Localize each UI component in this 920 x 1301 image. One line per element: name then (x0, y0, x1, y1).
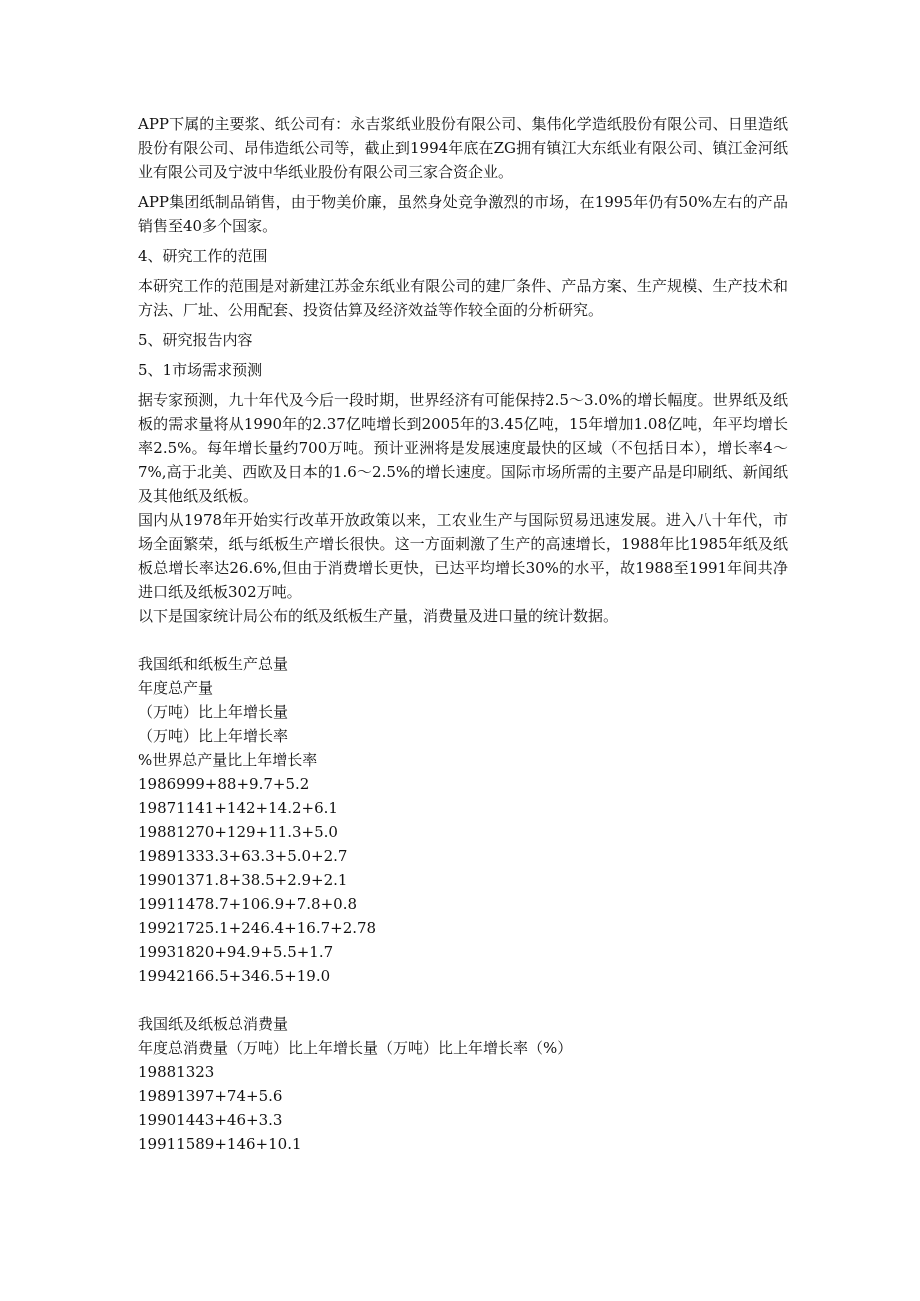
consumption-header-line: 年度总消费量（万吨）比上年增长量（万吨）比上年增长率（%） (138, 1039, 573, 1057)
production-row: 1986999+88+9.7+5.2 (138, 775, 310, 793)
production-header-line: （万吨）比上年增长量 (138, 703, 289, 721)
production-table (138, 652, 788, 988)
spacer (138, 988, 788, 1012)
section-4-body: 本研究工作的范围是对新建江苏金东纸业有限公司的建厂条件、产品方案、生产规模、生产技术和方法、厂址、公用配套、投资估算及经济效益等作较全面的分析研究。 (138, 277, 788, 319)
domestic-market-paragraph: 国内从1978年开始实行改革开放政策以来，工农业生产与国际贸易迅速发展。进入八十年代，市场全面繁荣，纸与纸板生产增长很快。这一方面刺激了生产的高速增长，1988年比1985年纸及纸板总增长率达26.6%,但由于消费增长更快，已达平均增长30%的水平，故1988至1991年间共净进口纸及纸板302万吨。 (138, 511, 788, 601)
production-header-line: （万吨）比上年增长率 (138, 727, 289, 745)
consumption-row: 19891397+74+5.6 (138, 1087, 283, 1105)
consumption-row: 19911589+146+10.1 (138, 1135, 302, 1153)
paragraph-app-sales: APP集团纸制品销售，由于物美价廉，虽然身处竞争激烈的市场，在1995年仍有50%左右的产品销售至40多个国家。 (138, 193, 788, 235)
production-row: 19931820+94.9+5.5+1.7 (138, 943, 334, 961)
market-forecast-paragraph: 据专家预测，九十年代及今后一段时期，世界经济有可能保持2.5～3.0%的增长幅度。世界纸及纸板的需求量将从1990年的2.37亿吨增长到2005年的3.45亿吨，15年增加1.08亿吨，年平均增长率2.5%。每年增长量约700万吨。预计亚洲将是发展速度最快的区域（不包括日本），增长率4～7%,高于北美、西欧及日本的1.6～2.5%的增长速度。国际市场所需的主要产品是印刷纸、新闻纸及其他纸及纸板。 (138, 391, 788, 505)
production-row: 19942166.5+346.5+19.0 (138, 967, 331, 985)
section-5-heading: 5、研究报告内容 (138, 331, 253, 349)
section-4-heading: 4、研究工作的范围 (138, 247, 268, 265)
consumption-table (138, 1012, 788, 1156)
section-5-1-heading: 5、1市场需求预测 (138, 361, 263, 379)
production-row: 19871141+142+14.2+6.1 (138, 799, 338, 817)
production-header-line: %世界总产量比上年增长率 (138, 751, 318, 769)
production-row: 19911478.7+106.9+7.8+0.8 (138, 895, 358, 913)
production-row: 19891333.3+63.3+5.0+2.7 (138, 847, 348, 865)
production-row: 19881270+129+11.3+5.0 (138, 823, 338, 841)
production-row: 19901371.8+38.5+2.9+2.1 (138, 871, 348, 889)
production-header-line: 年度总产量 (138, 679, 214, 697)
consumption-row: 19901443+46+3.3 (138, 1111, 283, 1129)
spacer (138, 628, 788, 652)
document-page (138, 112, 788, 1156)
statistics-intro-paragraph: 以下是国家统计局公布的纸及纸板生产量，消费量及进口量的统计数据。 (138, 607, 619, 625)
paragraph-app-companies: APP下属的主要浆、纸公司有：永吉浆纸业股份有限公司、集伟化学造纸股份有限公司、日里造纸股份有限公司、昂伟造纸公司等，截止到1994年底在ZG拥有镇江大东纸业有限公司、镇江金河纸业有限公司及宁波中华纸业股份有限公司三家合资企业。 (138, 115, 788, 181)
consumption-row: 19881323 (138, 1063, 215, 1081)
production-table-title: 我国纸和纸板生产总量 (138, 655, 289, 673)
consumption-table-title: 我国纸及纸板总消费量 (138, 1015, 289, 1033)
production-row: 19921725.1+246.4+16.7+2.78 (138, 919, 377, 937)
